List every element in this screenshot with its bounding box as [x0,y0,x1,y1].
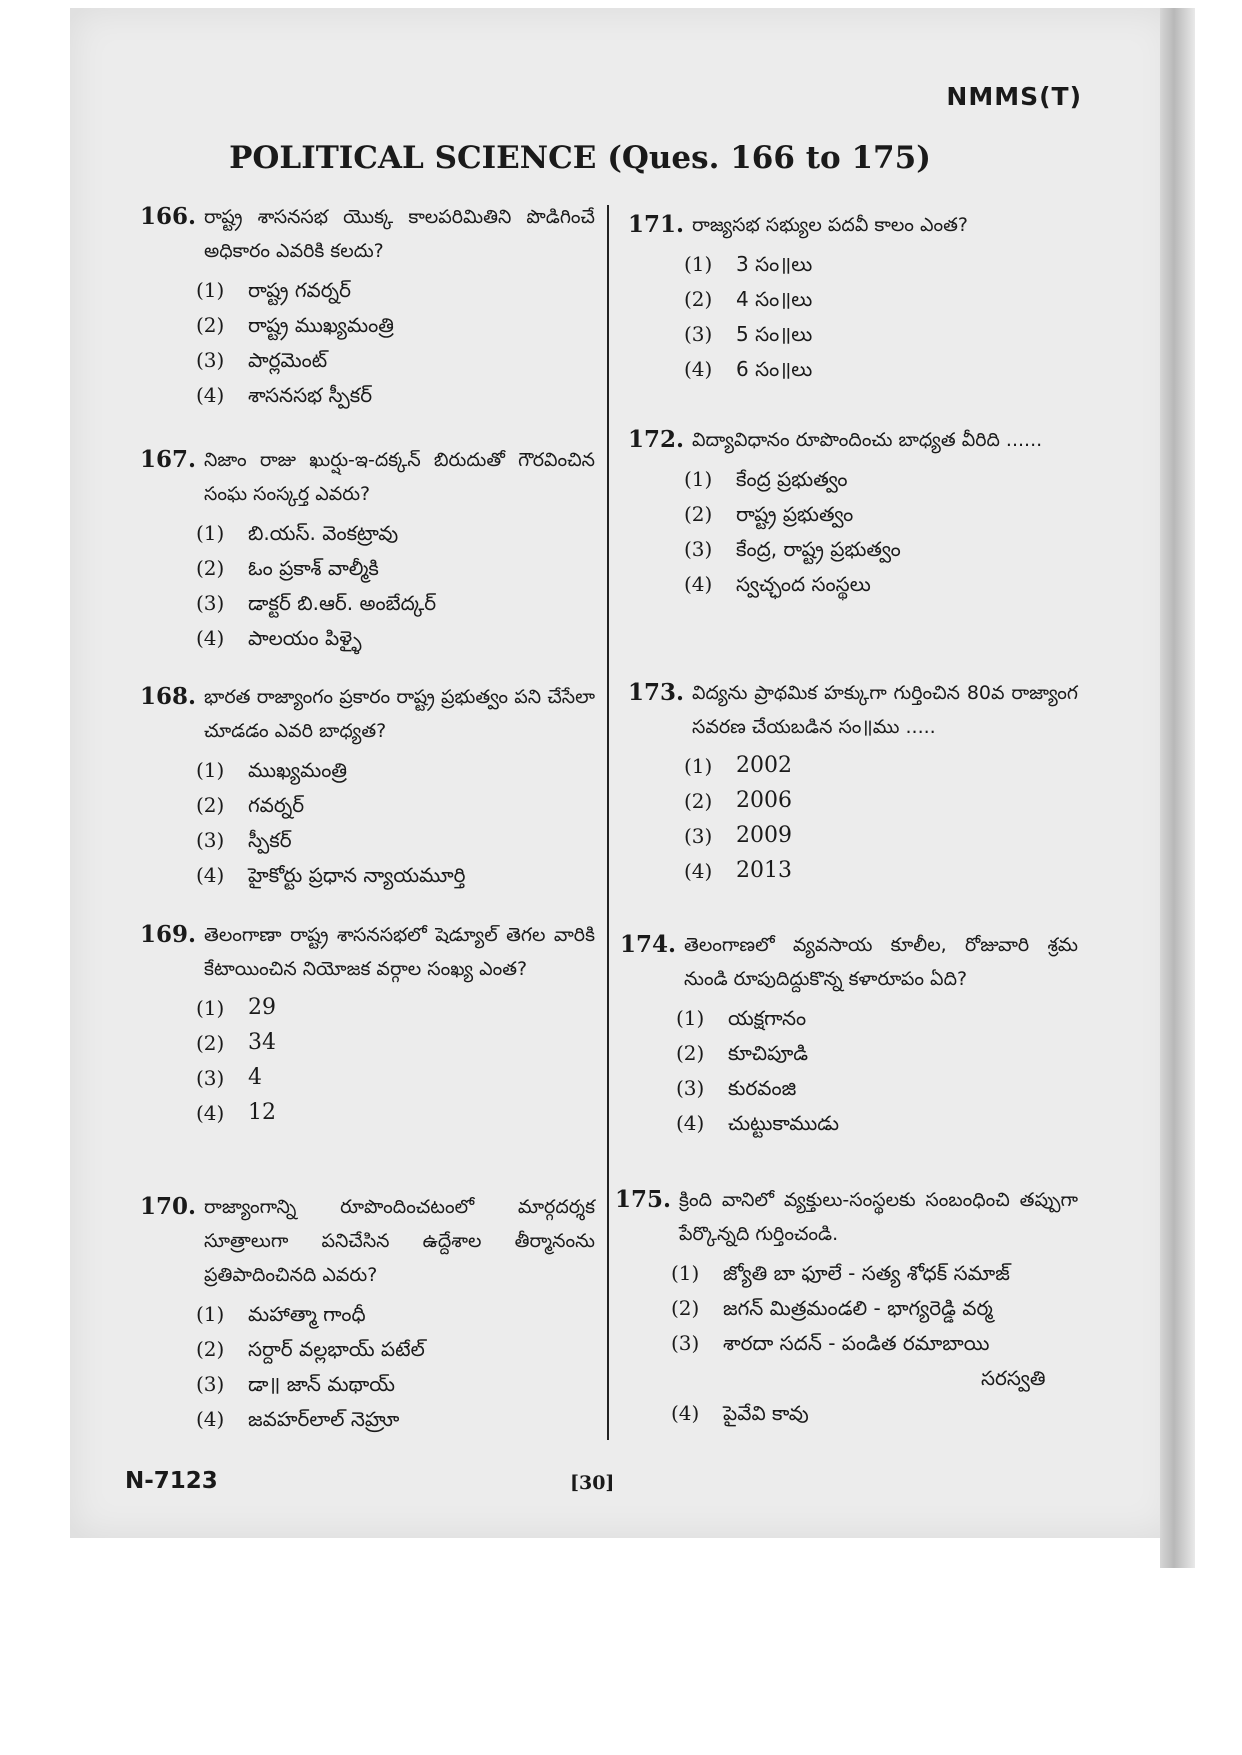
option [196,990,595,1025]
option [671,1395,1078,1430]
option-label: (1) [196,995,225,1020]
question-number: 171. [628,211,685,238]
option [196,787,595,822]
section-title: POLITICAL SCIENCE (Ques. 166 to 175) [229,140,931,176]
option-label: (2) [196,1030,225,1055]
question-number: 170. [140,1193,197,1220]
binding-edge [1160,8,1195,1568]
option-text: 4 సం॥లు [736,286,813,311]
option [196,342,595,377]
option [196,1331,595,1366]
option-label: (3) [684,321,713,346]
option [684,316,1078,351]
question-number: 174. [620,931,677,958]
question-173 [628,676,1078,888]
option-label: (3) [684,823,713,848]
question-174 [620,928,1078,1140]
option-text: 3 సం॥లు [736,251,813,276]
option-text: కూచిపూడి [728,1040,809,1065]
option-list [628,748,1078,888]
option-text: సర్దార్ వల్లభాయ్ పటేల్ [248,1336,425,1361]
option [196,1025,595,1060]
option-label: (2) [684,788,713,813]
option-text: చుట్టుకాముడు [728,1110,839,1135]
option-label: (3) [684,536,713,561]
question-172 [628,423,1078,601]
option-text: రాష్ట్ర ముఖ్యమంత్రి [248,312,394,337]
option [684,853,1078,888]
option [196,585,595,620]
option-label: (1) [196,757,225,782]
option-text: యక్షగానం [728,1005,807,1030]
option-label: (1) [684,753,713,778]
option-label: (3) [196,1065,225,1090]
option-text: 12 [248,1099,276,1125]
option-label: (4) [196,625,225,650]
option-text: స్వచ్ఛంద సంస్థలు [736,571,871,596]
option-text: మహాత్మా గాంధీ [248,1301,366,1326]
question-text: విద్యను ప్రాథమిక హక్కుగా గుర్తించిన 80వ రాజ్యాంగ సవరణ చేయబడిన సం॥ము ..... [692,682,1078,738]
question-text: విద్యావిధానం రూపొందించు బాధ్యత వీరిది ...... [692,429,1043,451]
option-text: జ్యోతి బా ఫూలే - సత్య శోధక్ సమాజ్ [723,1260,1010,1285]
option [676,1070,1078,1105]
option-text: డా॥ జాన్ మథాయ్ [248,1371,396,1396]
option-label: (1) [684,251,713,276]
option [684,531,1078,566]
option [676,1035,1078,1070]
option [684,281,1078,316]
option-label: (4) [196,862,225,887]
option-list [620,1000,1078,1140]
option [196,1060,595,1095]
option-text: 5 సం॥లు [736,321,813,346]
option-label: (1) [676,1005,705,1030]
option-list [628,246,1078,386]
option-list [140,272,595,412]
option-text: గవర్నర్ [248,792,305,817]
option [196,515,595,550]
question-text: క్రింది వానిలో వ్యక్తులు-సంస్థలకు సంబంధించి తప్పుగా పేర్కొన్నది గుర్తించండి. [679,1189,1078,1245]
option-text: 6 సం॥లు [736,356,813,381]
option-list [140,990,595,1130]
option [196,377,595,412]
option-text: పార్లమెంట్ [248,347,328,372]
option [684,566,1078,601]
option-label: (4) [676,1110,705,1135]
option [196,550,595,585]
option-label: (4) [196,1100,225,1125]
option-text: డాక్టర్ బి.ఆర్. అంబేద్కర్ [248,590,437,615]
option-text: 2009 [736,822,792,848]
option-label: (1) [196,1301,225,1326]
option-text: రాష్ట్ర గవర్నర్ [248,277,351,302]
question-number: 167. [140,446,197,473]
question-175 [615,1183,1078,1430]
option [684,748,1078,783]
option-text: కురవంజి [728,1075,797,1100]
question-text: రాజ్యసభ సభ్యుల పదవీ కాలం ఎంత? [692,214,968,236]
question-number: 169. [140,921,197,948]
question-166 [140,200,595,412]
option-text: 34 [248,1029,276,1055]
option-label: (2) [684,286,713,311]
question-text: రాష్ట్ర శాసనసభ యొక్క కాలపరిమితిని పొడిగించే అధికారం ఎవరికి కలదు? [204,206,595,262]
option-list [628,461,1078,601]
question-168 [140,680,595,892]
option [671,1255,1078,1290]
question-text: తెలంగాణలో వ్యవసాయ కూలీల, రోజువారి శ్రమ నుండి రూపుదిద్దుకొన్న కళారూపం ఏది? [684,934,1078,990]
option-text: ముఖ్యమంత్రి [248,757,348,782]
option [684,461,1078,496]
question-number: 172. [628,426,685,453]
question-text: నిజాం రాజు ఖుర్షు-ఇ-దక్కన్ బిరుదుతో గౌరవించిన సంఘ సంస్కర్త ఎవరు? [204,449,595,505]
option-label: (2) [196,792,225,817]
question-171 [628,208,1078,386]
option-text: ఓం ప్రకాశ్ వాల్మీకి [248,555,379,580]
option-label: (2) [676,1040,705,1065]
option-label: (3) [196,827,225,852]
option [196,1296,595,1331]
option-label: (1) [684,466,713,491]
option [676,1105,1078,1140]
question-text: రాజ్యాంగాన్ని రూపొందించటంలో మార్గదర్శక సూత్రాలుగా పనిచేసిన ఉద్దేశాల తీర్మానంను ప్రతిపాదించినది ఎవరు? [204,1196,595,1286]
question-number: 175. [615,1186,672,1213]
option-continuation: సరస్వతి [981,1365,1046,1390]
option [196,307,595,342]
option-label: (2) [196,555,225,580]
option [196,272,595,307]
option-text: శారదా సదన్ - పండిత రమాబాయి [723,1330,990,1355]
option [196,857,595,892]
option-text: కేంద్ర ప్రభుత్వం [736,466,848,491]
option-label: (1) [196,520,225,545]
page-number: [30] [570,1472,615,1494]
option-label: (4) [196,1406,225,1431]
option [196,822,595,857]
option-text: పైవేవి కావు [723,1400,809,1425]
option-label: (3) [196,1371,225,1396]
question-167 [140,443,595,655]
option [684,783,1078,818]
question-number: 166. [140,203,197,230]
option-label: (4) [684,571,713,596]
option-label: (1) [196,277,225,302]
question-text: తెలంగాణా రాష్ట్ర శాసనసభలో షెడ్యూల్ తెగల వారికి కేటాయించిన నియోజక వర్గాల సంఖ్య ఎంత? [204,924,595,980]
question-number: 173. [628,679,685,706]
option-text: 2002 [736,752,792,778]
option-label: (4) [196,382,225,407]
option-text: 2013 [736,857,792,883]
question-170 [140,1190,595,1436]
option-list [140,1296,595,1436]
option [676,1000,1078,1035]
option-label: (1) [671,1260,700,1285]
option-text: హైకోర్టు ప్రధాన న్యాయమూర్తి [248,862,466,887]
option [196,1366,595,1401]
option-list [140,515,595,655]
option [671,1290,1078,1325]
option-text: 29 [248,994,276,1020]
option-label: (2) [671,1295,700,1320]
option-label: (2) [196,1336,225,1361]
option-list [140,752,595,892]
option [196,1401,595,1436]
question-169 [140,918,595,1130]
exam-code: NMMS(T) [946,82,1082,111]
option [671,1325,1078,1360]
booklet-code: N-7123 [125,1468,218,1494]
option-text: శాసనసభ స్పీకర్ [248,382,373,407]
option-label: (4) [684,356,713,381]
option [196,620,595,655]
option [684,351,1078,386]
option-label: (2) [196,312,225,337]
option-label: (3) [196,347,225,372]
column-divider [607,205,609,1440]
option-label: (2) [684,501,713,526]
option-text: జగన్ మిత్రమండలి - భాగ్యరెడ్డి వర్మ [723,1295,993,1320]
option-text: పాలయం పిళ్ళై [248,625,362,650]
option-label: (4) [671,1400,700,1425]
option-list [615,1255,1078,1430]
option-label: (4) [684,858,713,883]
option-text: 2006 [736,787,792,813]
option [196,752,595,787]
option-text: కేంద్ర, రాష్ట్ర ప్రభుత్వం [736,536,901,561]
option-text: జవహర్‌లాల్ నెహ్రూ [248,1406,400,1431]
option-text: 4 [248,1064,262,1090]
option [684,818,1078,853]
option-label: (3) [671,1330,700,1355]
option [196,1095,595,1130]
option [684,246,1078,281]
option-text: బి.యస్. వెంకట్రావు [248,520,399,545]
question-text: భారత రాజ్యాంగం ప్రకారం రాష్ట్ర ప్రభుత్వం పని చేసేలా చూడడం ఎవరి బాధ్యత? [204,686,595,742]
option [684,496,1078,531]
option-label: (3) [676,1075,705,1100]
question-number: 168. [140,683,197,710]
option-text: స్పీకర్ [248,827,292,852]
option-text: రాష్ట్ర ప్రభుత్వం [736,501,854,526]
option-label: (3) [196,590,225,615]
